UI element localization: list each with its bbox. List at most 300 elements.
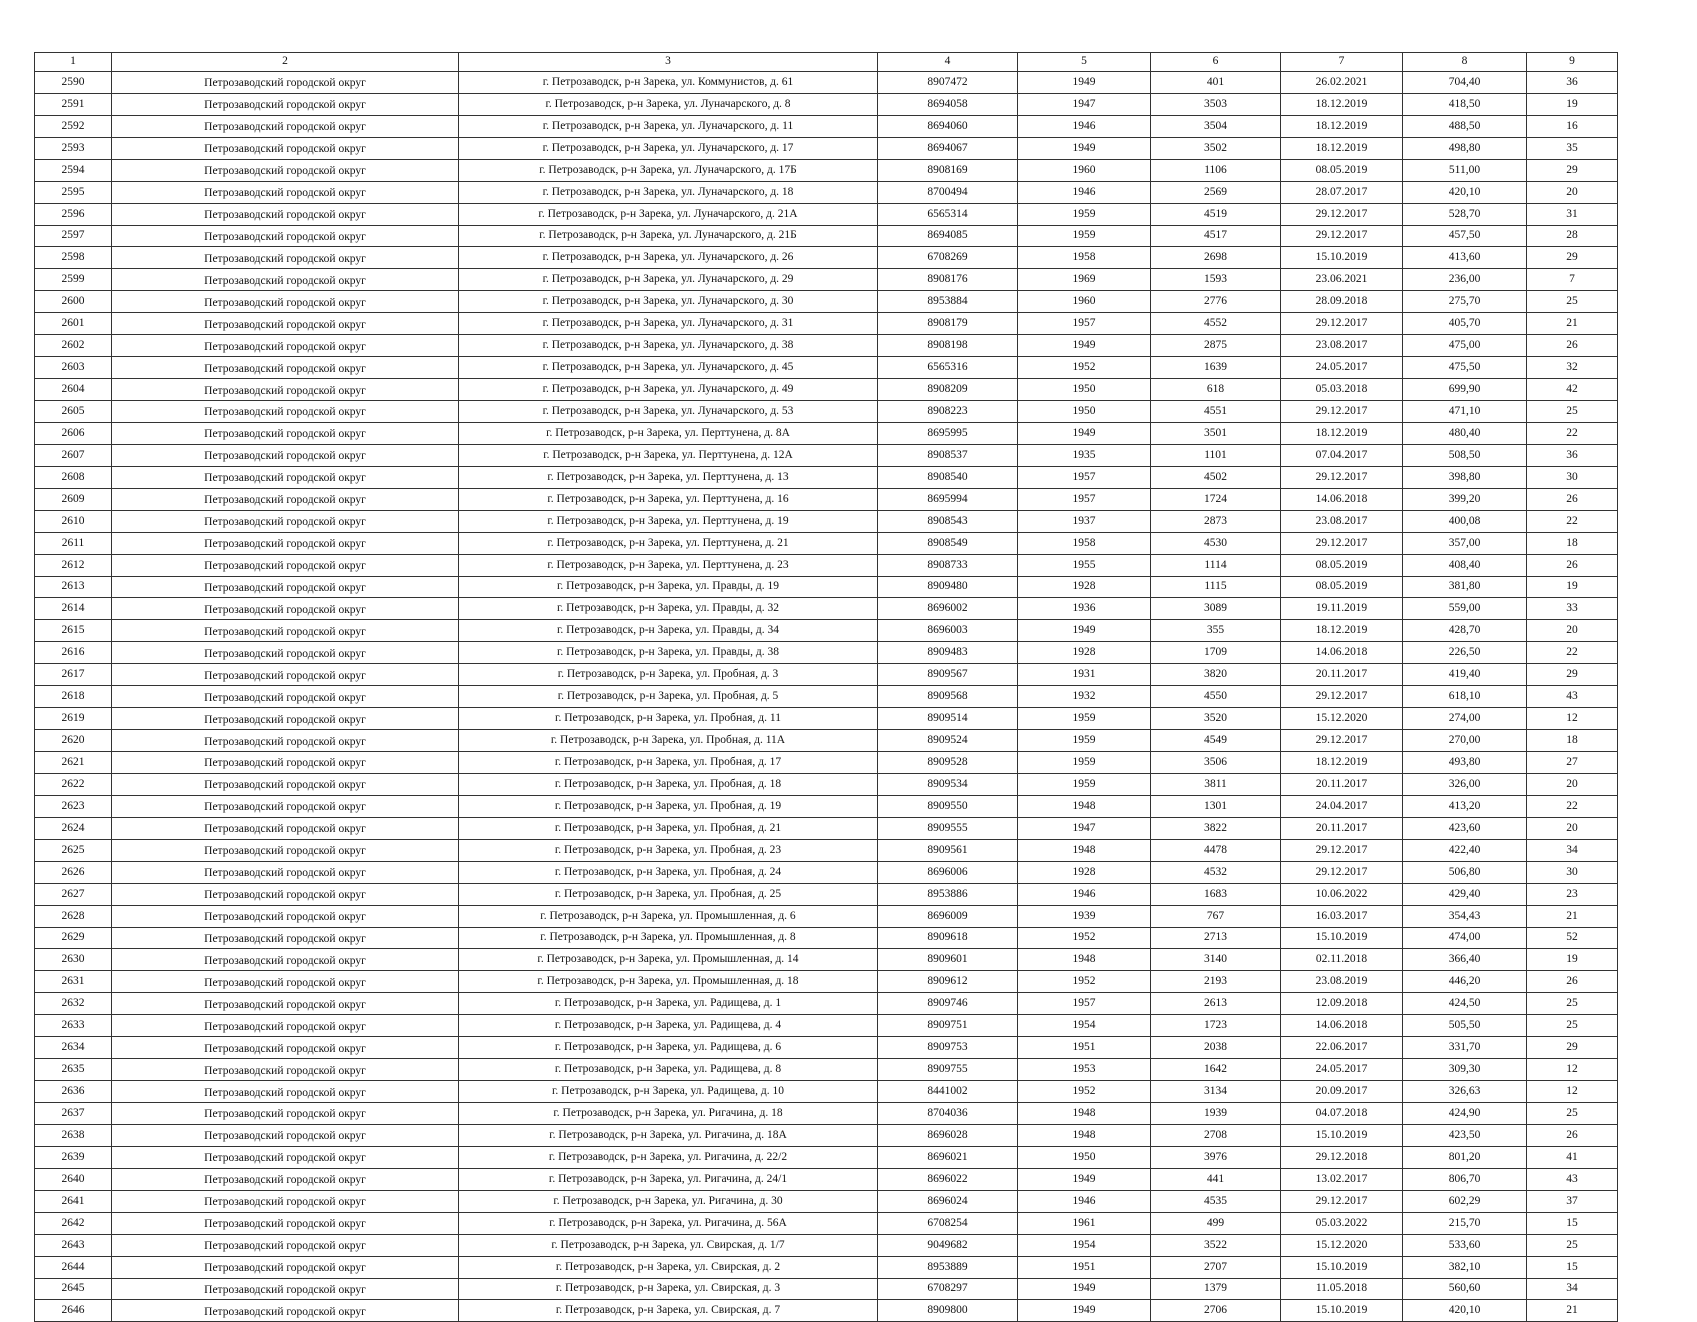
- apartments-count-cell: 37: [1527, 1190, 1618, 1212]
- address-cell: г. Петрозаводск, р-н Зарека, ул. Свирская, д. 3: [459, 1278, 878, 1300]
- cadastral-id-cell: 8909800: [878, 1300, 1018, 1322]
- apartments-count-cell: 43: [1527, 1168, 1618, 1190]
- municipality-cell: Петрозаводский городской округ: [112, 357, 459, 379]
- table-row: [35, 1037, 1618, 1059]
- record-number-cell: 4478: [1151, 839, 1281, 861]
- area-cell: 488,50: [1403, 115, 1527, 137]
- address-cell: г. Петрозаводск, р-н Зарека, ул. Правды, д. 34: [459, 620, 878, 642]
- apartments-count-cell: 19: [1527, 949, 1618, 971]
- municipality-cell: Петрозаводский городской округ: [112, 993, 459, 1015]
- build-year-cell: 1957: [1018, 488, 1151, 510]
- build-year-cell: 1949: [1018, 71, 1151, 93]
- column-header: 4: [878, 53, 1018, 72]
- apartments-count-cell: 25: [1527, 1015, 1618, 1037]
- record-number-cell: 4551: [1151, 401, 1281, 423]
- cadastral-id-cell: 6708297: [878, 1278, 1018, 1300]
- table-row: [35, 401, 1618, 423]
- apartments-count-cell: 23: [1527, 883, 1618, 905]
- cadastral-id-cell: 6565314: [878, 203, 1018, 225]
- row-number-cell: 2603: [35, 357, 112, 379]
- cadastral-id-cell: 8908223: [878, 401, 1018, 423]
- area-cell: 505,50: [1403, 1015, 1527, 1037]
- record-number-cell: 4532: [1151, 861, 1281, 883]
- table-row: [35, 686, 1618, 708]
- table-row: [35, 1081, 1618, 1103]
- record-number-cell: 499: [1151, 1212, 1281, 1234]
- build-year-cell: 1948: [1018, 1103, 1151, 1125]
- municipality-cell: Петрозаводский городской округ: [112, 532, 459, 554]
- build-year-cell: 1928: [1018, 861, 1151, 883]
- record-number-cell: 3504: [1151, 115, 1281, 137]
- table-row: [35, 422, 1618, 444]
- area-cell: 806,70: [1403, 1168, 1527, 1190]
- apartments-count-cell: 20: [1527, 620, 1618, 642]
- municipality-cell: Петрозаводский городской округ: [112, 1278, 459, 1300]
- municipality-cell: Петрозаводский городской округ: [112, 752, 459, 774]
- row-number-cell: 2612: [35, 554, 112, 576]
- table-row: [35, 1212, 1618, 1234]
- table-row: [35, 291, 1618, 313]
- cadastral-id-cell: 8909528: [878, 752, 1018, 774]
- area-cell: 357,00: [1403, 532, 1527, 554]
- area-cell: 420,10: [1403, 1300, 1527, 1322]
- area-cell: 423,50: [1403, 1124, 1527, 1146]
- record-number-cell: 1642: [1151, 1059, 1281, 1081]
- address-cell: г. Петрозаводск, р-н Зарека, ул. Свирская, д. 2: [459, 1256, 878, 1278]
- record-date-cell: 24.05.2017: [1281, 1059, 1403, 1081]
- apartments-count-cell: 29: [1527, 1037, 1618, 1059]
- apartments-count-cell: 29: [1527, 664, 1618, 686]
- record-number-cell: 3506: [1151, 752, 1281, 774]
- record-date-cell: 15.10.2019: [1281, 1300, 1403, 1322]
- build-year-cell: 1949: [1018, 1300, 1151, 1322]
- cadastral-id-cell: 8909746: [878, 993, 1018, 1015]
- record-date-cell: 20.09.2017: [1281, 1081, 1403, 1103]
- record-number-cell: 2569: [1151, 181, 1281, 203]
- municipality-cell: Петрозаводский городской округ: [112, 510, 459, 532]
- cadastral-id-cell: 8908169: [878, 159, 1018, 181]
- cadastral-id-cell: 8908549: [878, 532, 1018, 554]
- row-number-cell: 2598: [35, 247, 112, 269]
- register-table: [34, 52, 1618, 1322]
- table-row: [35, 247, 1618, 269]
- build-year-cell: 1948: [1018, 795, 1151, 817]
- municipality-cell: Петрозаводский городской округ: [112, 93, 459, 115]
- area-cell: 270,00: [1403, 730, 1527, 752]
- row-number-cell: 2597: [35, 225, 112, 247]
- record-number-cell: 2875: [1151, 335, 1281, 357]
- build-year-cell: 1950: [1018, 401, 1151, 423]
- area-cell: 474,00: [1403, 927, 1527, 949]
- municipality-cell: Петрозаводский городской округ: [112, 137, 459, 159]
- apartments-count-cell: 21: [1527, 313, 1618, 335]
- build-year-cell: 1948: [1018, 949, 1151, 971]
- table-row: [35, 817, 1618, 839]
- table-row: [35, 839, 1618, 861]
- area-cell: 528,70: [1403, 203, 1527, 225]
- apartments-count-cell: 26: [1527, 971, 1618, 993]
- row-number-cell: 2632: [35, 993, 112, 1015]
- build-year-cell: 1957: [1018, 313, 1151, 335]
- municipality-cell: Петрозаводский городской округ: [112, 422, 459, 444]
- record-date-cell: 29.12.2018: [1281, 1146, 1403, 1168]
- area-cell: 413,60: [1403, 247, 1527, 269]
- area-cell: 446,20: [1403, 971, 1527, 993]
- table-row: [35, 752, 1618, 774]
- build-year-cell: 1954: [1018, 1015, 1151, 1037]
- cadastral-id-cell: 8700494: [878, 181, 1018, 203]
- row-number-cell: 2634: [35, 1037, 112, 1059]
- address-cell: г. Петрозаводск, р-н Зарека, ул. Правды, д. 38: [459, 642, 878, 664]
- row-number-cell: 2628: [35, 905, 112, 927]
- apartments-count-cell: 25: [1527, 291, 1618, 313]
- cadastral-id-cell: 8909567: [878, 664, 1018, 686]
- cadastral-id-cell: 8696021: [878, 1146, 1018, 1168]
- row-number-cell: 2618: [35, 686, 112, 708]
- table-row: [35, 620, 1618, 642]
- municipality-cell: Петрозаводский городской округ: [112, 1168, 459, 1190]
- record-number-cell: 3503: [1151, 93, 1281, 115]
- build-year-cell: 1969: [1018, 269, 1151, 291]
- record-number-cell: 4535: [1151, 1190, 1281, 1212]
- record-number-cell: 2613: [1151, 993, 1281, 1015]
- apartments-count-cell: 20: [1527, 773, 1618, 795]
- address-cell: г. Петрозаводск, р-н Зарека, ул. Луначарского, д. 29: [459, 269, 878, 291]
- address-cell: г. Петрозаводск, р-н Зарека, ул. Перттунена, д. 8А: [459, 422, 878, 444]
- table-row: [35, 642, 1618, 664]
- record-date-cell: 26.02.2021: [1281, 71, 1403, 93]
- address-cell: г. Петрозаводск, р-н Зарека, ул. Луначарского, д. 21Б: [459, 225, 878, 247]
- address-cell: г. Петрозаводск, р-н Зарека, ул. Луначарского, д. 17Б: [459, 159, 878, 181]
- area-cell: 381,80: [1403, 576, 1527, 598]
- municipality-cell: Петрозаводский городской округ: [112, 1300, 459, 1322]
- municipality-cell: Петрозаводский городской округ: [112, 1256, 459, 1278]
- municipality-cell: Петрозаводский городской округ: [112, 642, 459, 664]
- cadastral-id-cell: 8909480: [878, 576, 1018, 598]
- area-cell: 560,60: [1403, 1278, 1527, 1300]
- record-number-cell: 4530: [1151, 532, 1281, 554]
- area-cell: 493,80: [1403, 752, 1527, 774]
- address-cell: г. Петрозаводск, р-н Зарека, ул. Свирская, д. 1/7: [459, 1234, 878, 1256]
- record-date-cell: 29.12.2017: [1281, 861, 1403, 883]
- table-row: [35, 795, 1618, 817]
- address-cell: г. Петрозаводск, р-н Зарека, ул. Луначарского, д. 21А: [459, 203, 878, 225]
- row-number-cell: 2638: [35, 1124, 112, 1146]
- apartments-count-cell: 21: [1527, 905, 1618, 927]
- record-number-cell: 3976: [1151, 1146, 1281, 1168]
- table-row: [35, 444, 1618, 466]
- municipality-cell: Петрозаводский городской округ: [112, 379, 459, 401]
- municipality-cell: Петрозаводский городской округ: [112, 1190, 459, 1212]
- municipality-cell: Петрозаводский городской округ: [112, 181, 459, 203]
- apartments-count-cell: 18: [1527, 730, 1618, 752]
- apartments-count-cell: 30: [1527, 861, 1618, 883]
- municipality-cell: Петрозаводский городской округ: [112, 488, 459, 510]
- apartments-count-cell: 22: [1527, 642, 1618, 664]
- row-number-cell: 2645: [35, 1278, 112, 1300]
- build-year-cell: 1931: [1018, 664, 1151, 686]
- record-date-cell: 20.11.2017: [1281, 817, 1403, 839]
- address-cell: г. Петрозаводск, р-н Зарека, ул. Пробная, д. 19: [459, 795, 878, 817]
- apartments-count-cell: 22: [1527, 510, 1618, 532]
- table-row: [35, 510, 1618, 532]
- row-number-cell: 2623: [35, 795, 112, 817]
- cadastral-id-cell: 9049682: [878, 1234, 1018, 1256]
- address-cell: г. Петрозаводск, р-н Зарека, ул. Промышленная, д. 14: [459, 949, 878, 971]
- address-cell: г. Петрозаводск, р-н Зарека, ул. Луначарского, д. 26: [459, 247, 878, 269]
- apartments-count-cell: 30: [1527, 466, 1618, 488]
- row-number-cell: 2599: [35, 269, 112, 291]
- build-year-cell: 1937: [1018, 510, 1151, 532]
- build-year-cell: 1935: [1018, 444, 1151, 466]
- row-number-cell: 2617: [35, 664, 112, 686]
- apartments-count-cell: 26: [1527, 1124, 1618, 1146]
- row-number-cell: 2626: [35, 861, 112, 883]
- cadastral-id-cell: 8909755: [878, 1059, 1018, 1081]
- cadastral-id-cell: 8908543: [878, 510, 1018, 532]
- cadastral-id-cell: 8909612: [878, 971, 1018, 993]
- area-cell: 471,10: [1403, 401, 1527, 423]
- address-cell: г. Петрозаводск, р-н Зарека, ул. Радищева, д. 1: [459, 993, 878, 1015]
- address-cell: г. Петрозаводск, р-н Зарека, ул. Коммунистов, д. 61: [459, 71, 878, 93]
- municipality-cell: Петрозаводский городской округ: [112, 269, 459, 291]
- municipality-cell: Петрозаводский городской округ: [112, 313, 459, 335]
- municipality-cell: Петрозаводский городской округ: [112, 1146, 459, 1168]
- area-cell: 405,70: [1403, 313, 1527, 335]
- row-number-cell: 2624: [35, 817, 112, 839]
- row-number-cell: 2641: [35, 1190, 112, 1212]
- record-number-cell: 767: [1151, 905, 1281, 927]
- build-year-cell: 1949: [1018, 1168, 1151, 1190]
- record-date-cell: 24.04.2017: [1281, 795, 1403, 817]
- address-cell: г. Петрозаводск, р-н Зарека, ул. Ригачина, д. 24/1: [459, 1168, 878, 1190]
- table-row: [35, 466, 1618, 488]
- apartments-count-cell: 34: [1527, 1278, 1618, 1300]
- row-number-cell: 2646: [35, 1300, 112, 1322]
- area-cell: 429,40: [1403, 883, 1527, 905]
- cadastral-id-cell: 8908176: [878, 269, 1018, 291]
- area-cell: 424,90: [1403, 1103, 1527, 1125]
- row-number-cell: 2604: [35, 379, 112, 401]
- record-date-cell: 08.05.2019: [1281, 159, 1403, 181]
- table-row: [35, 269, 1618, 291]
- build-year-cell: 1955: [1018, 554, 1151, 576]
- build-year-cell: 1958: [1018, 532, 1151, 554]
- apartments-count-cell: 15: [1527, 1256, 1618, 1278]
- row-number-cell: 2601: [35, 313, 112, 335]
- cadastral-id-cell: 8909483: [878, 642, 1018, 664]
- build-year-cell: 1959: [1018, 752, 1151, 774]
- cadastral-id-cell: 8909751: [878, 1015, 1018, 1037]
- record-number-cell: 4519: [1151, 203, 1281, 225]
- row-number-cell: 2636: [35, 1081, 112, 1103]
- row-number-cell: 2642: [35, 1212, 112, 1234]
- record-number-cell: 3140: [1151, 949, 1281, 971]
- build-year-cell: 1953: [1018, 1059, 1151, 1081]
- table-row: [35, 313, 1618, 335]
- area-cell: 399,20: [1403, 488, 1527, 510]
- record-number-cell: 4517: [1151, 225, 1281, 247]
- address-cell: г. Петрозаводск, р-н Зарека, ул. Ригачина, д. 22/2: [459, 1146, 878, 1168]
- build-year-cell: 1951: [1018, 1037, 1151, 1059]
- column-header: 2: [112, 53, 459, 72]
- apartments-count-cell: 26: [1527, 554, 1618, 576]
- record-date-cell: 14.06.2018: [1281, 642, 1403, 664]
- table-row: [35, 159, 1618, 181]
- row-number-cell: 2610: [35, 510, 112, 532]
- address-cell: г. Петрозаводск, р-н Зарека, ул. Луначарского, д. 18: [459, 181, 878, 203]
- record-date-cell: 15.10.2019: [1281, 927, 1403, 949]
- municipality-cell: Петрозаводский городской округ: [112, 115, 459, 137]
- record-number-cell: 618: [1151, 379, 1281, 401]
- table-row: [35, 357, 1618, 379]
- build-year-cell: 1946: [1018, 1190, 1151, 1212]
- area-cell: 275,70: [1403, 291, 1527, 313]
- table-row: [35, 203, 1618, 225]
- record-date-cell: 14.06.2018: [1281, 488, 1403, 510]
- table-row: [35, 1300, 1618, 1322]
- address-cell: г. Петрозаводск, р-н Зарека, ул. Свирская, д. 7: [459, 1300, 878, 1322]
- apartments-count-cell: 27: [1527, 752, 1618, 774]
- apartments-count-cell: 7: [1527, 269, 1618, 291]
- row-number-cell: 2605: [35, 401, 112, 423]
- record-number-cell: 2708: [1151, 1124, 1281, 1146]
- build-year-cell: 1950: [1018, 1146, 1151, 1168]
- cadastral-id-cell: 8694060: [878, 115, 1018, 137]
- municipality-cell: Петрозаводский городской округ: [112, 203, 459, 225]
- record-number-cell: 2776: [1151, 291, 1281, 313]
- address-cell: г. Петрозаводск, р-н Зарека, ул. Луначарского, д. 11: [459, 115, 878, 137]
- record-date-cell: 18.12.2019: [1281, 115, 1403, 137]
- cadastral-id-cell: 8908733: [878, 554, 1018, 576]
- table-row: [35, 664, 1618, 686]
- row-number-cell: 2596: [35, 203, 112, 225]
- area-cell: 511,00: [1403, 159, 1527, 181]
- record-number-cell: 1106: [1151, 159, 1281, 181]
- record-date-cell: 13.02.2017: [1281, 1168, 1403, 1190]
- column-header: 5: [1018, 53, 1151, 72]
- record-date-cell: 29.12.2017: [1281, 1190, 1403, 1212]
- cadastral-id-cell: 6708254: [878, 1212, 1018, 1234]
- apartments-count-cell: 36: [1527, 71, 1618, 93]
- record-number-cell: 2873: [1151, 510, 1281, 532]
- record-number-cell: 1114: [1151, 554, 1281, 576]
- area-cell: 533,60: [1403, 1234, 1527, 1256]
- area-cell: 475,50: [1403, 357, 1527, 379]
- table-row: [35, 861, 1618, 883]
- record-date-cell: 18.12.2019: [1281, 93, 1403, 115]
- apartments-count-cell: 19: [1527, 93, 1618, 115]
- record-number-cell: 1683: [1151, 883, 1281, 905]
- record-number-cell: 4550: [1151, 686, 1281, 708]
- area-cell: 422,40: [1403, 839, 1527, 861]
- address-cell: г. Петрозаводск, р-н Зарека, ул. Перттунена, д. 13: [459, 466, 878, 488]
- record-date-cell: 10.06.2022: [1281, 883, 1403, 905]
- area-cell: 226,50: [1403, 642, 1527, 664]
- table-row: [35, 773, 1618, 795]
- row-number-cell: 2609: [35, 488, 112, 510]
- cadastral-id-cell: 8909524: [878, 730, 1018, 752]
- record-date-cell: 08.05.2019: [1281, 576, 1403, 598]
- row-number-cell: 2591: [35, 93, 112, 115]
- record-number-cell: 1939: [1151, 1103, 1281, 1125]
- municipality-cell: Петрозаводский городской округ: [112, 730, 459, 752]
- record-date-cell: 18.12.2019: [1281, 752, 1403, 774]
- row-number-cell: 2637: [35, 1103, 112, 1125]
- record-number-cell: 2038: [1151, 1037, 1281, 1059]
- record-number-cell: 1724: [1151, 488, 1281, 510]
- address-cell: г. Петрозаводск, р-н Зарека, ул. Пробная, д. 25: [459, 883, 878, 905]
- municipality-cell: Петрозаводский городской округ: [112, 1059, 459, 1081]
- row-number-cell: 2639: [35, 1146, 112, 1168]
- table-row: [35, 1234, 1618, 1256]
- table-row: [35, 598, 1618, 620]
- apartments-count-cell: 34: [1527, 839, 1618, 861]
- area-cell: 699,90: [1403, 379, 1527, 401]
- record-date-cell: 05.03.2018: [1281, 379, 1403, 401]
- record-date-cell: 23.06.2021: [1281, 269, 1403, 291]
- area-cell: 618,10: [1403, 686, 1527, 708]
- build-year-cell: 1961: [1018, 1212, 1151, 1234]
- row-number-cell: 2594: [35, 159, 112, 181]
- area-cell: 400,08: [1403, 510, 1527, 532]
- area-cell: 331,70: [1403, 1037, 1527, 1059]
- row-number-cell: 2620: [35, 730, 112, 752]
- area-cell: 704,40: [1403, 71, 1527, 93]
- record-date-cell: 14.06.2018: [1281, 1015, 1403, 1037]
- cadastral-id-cell: 8704036: [878, 1103, 1018, 1125]
- address-cell: г. Петрозаводск, р-н Зарека, ул. Пробная, д. 23: [459, 839, 878, 861]
- address-cell: г. Петрозаводск, р-н Зарека, ул. Промышленная, д. 18: [459, 971, 878, 993]
- table-row: [35, 225, 1618, 247]
- municipality-cell: Петрозаводский городской округ: [112, 598, 459, 620]
- row-number-cell: 2590: [35, 71, 112, 93]
- column-header: 8: [1403, 53, 1527, 72]
- apartments-count-cell: 33: [1527, 598, 1618, 620]
- address-cell: г. Петрозаводск, р-н Зарека, ул. Пробная, д. 5: [459, 686, 878, 708]
- record-date-cell: 23.08.2017: [1281, 335, 1403, 357]
- row-number-cell: 2630: [35, 949, 112, 971]
- record-date-cell: 28.09.2018: [1281, 291, 1403, 313]
- address-cell: г. Петрозаводск, р-н Зарека, ул. Луначарского, д. 53: [459, 401, 878, 423]
- row-number-cell: 2608: [35, 466, 112, 488]
- cadastral-id-cell: 8909753: [878, 1037, 1018, 1059]
- record-number-cell: 3522: [1151, 1234, 1281, 1256]
- record-number-cell: 4552: [1151, 313, 1281, 335]
- cadastral-id-cell: 8909601: [878, 949, 1018, 971]
- area-cell: 424,50: [1403, 993, 1527, 1015]
- municipality-cell: Петрозаводский городской округ: [112, 905, 459, 927]
- row-number-cell: 2592: [35, 115, 112, 137]
- area-cell: 354,43: [1403, 905, 1527, 927]
- table-row: [35, 1124, 1618, 1146]
- table-row: [35, 115, 1618, 137]
- cadastral-id-cell: 8696022: [878, 1168, 1018, 1190]
- row-number-cell: 2606: [35, 422, 112, 444]
- address-cell: г. Петрозаводск, р-н Зарека, ул. Перттунена, д. 19: [459, 510, 878, 532]
- table-row: [35, 1278, 1618, 1300]
- row-number-cell: 2625: [35, 839, 112, 861]
- build-year-cell: 1949: [1018, 620, 1151, 642]
- build-year-cell: 1946: [1018, 115, 1151, 137]
- row-number-cell: 2644: [35, 1256, 112, 1278]
- record-date-cell: 15.10.2019: [1281, 1124, 1403, 1146]
- row-number-cell: 2607: [35, 444, 112, 466]
- build-year-cell: 1957: [1018, 466, 1151, 488]
- apartments-count-cell: 15: [1527, 1212, 1618, 1234]
- cadastral-id-cell: 8909555: [878, 817, 1018, 839]
- column-header: 1: [35, 53, 112, 72]
